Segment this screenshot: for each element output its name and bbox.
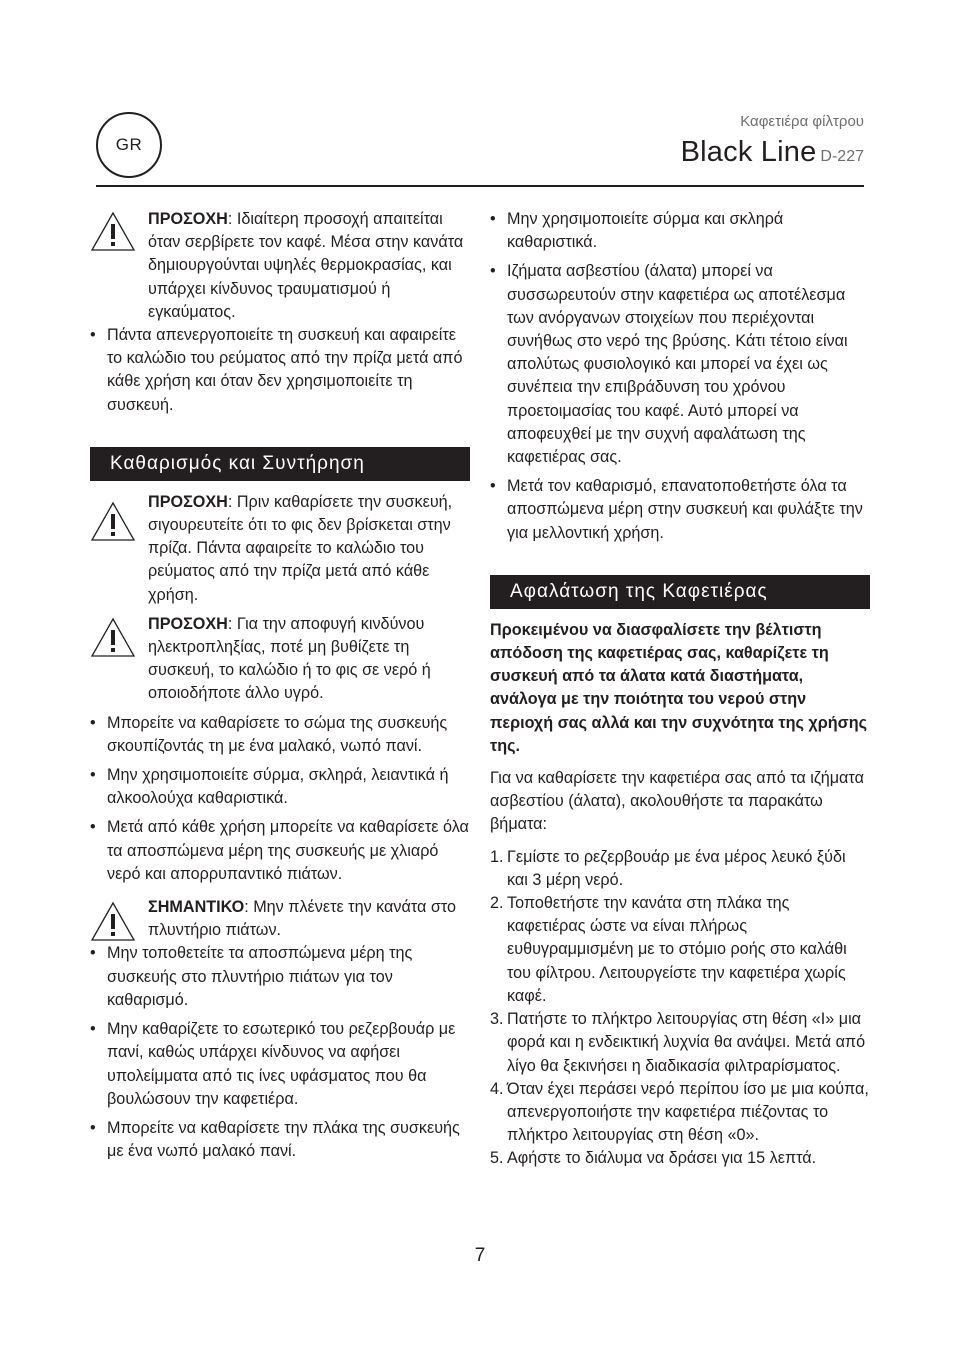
warning-electric-shock xyxy=(90,613,470,706)
step-item xyxy=(490,1008,870,1078)
language-badge xyxy=(96,112,162,178)
section-title-descaling: Αφαλάτωση της Καφετιέρας xyxy=(490,575,870,609)
step-item xyxy=(490,1147,870,1170)
warning-label: ΣΗΜΑΝΤΙΚΟ xyxy=(148,898,245,917)
list-item: • Μετά από κάθε χρήση μπορείτε να καθαρίσετε όλα τα αποσπώμενα μέρη της συσκευής με χλιαρό νερό και απορρυπαντικό πιάτων. xyxy=(90,816,470,886)
step-number: 3. xyxy=(490,1010,504,1029)
warning-triangle-icon xyxy=(90,501,136,542)
step-item xyxy=(490,846,870,892)
warning-text: : Ιδιαίτερη προσοχή απαιτείται όταν σερβίρετε τον καφέ. Μέσα στην κανάτα δημιουργούνται υψηλές θερμοκρασίας, και υπάρχει κίνδυνος τραυματισμού ή εγκαύματος. xyxy=(148,210,464,321)
list-item: • Μπορείτε να καθαρίσετε την πλάκα της συσκευής με ένα νωπό μαλακό πανί. xyxy=(90,1117,470,1163)
list-item: • Ιζήματα ασβεστίου (άλατα) μπορεί να συσσωρευτούν στην καφετιέρα ως αποτέλεσμα των ανόργανων στοιχείων που περιέχονται συνήθως στο νερό της βρύσης. Κάτι τέτοιο είναι απολύτως φυσιολογικό και μπορεί να έχει ως συνέπεια την επιβράδυνση του χρόνου προετοιμασίας του καφέ. Αυτό μπορεί να αποφευχθεί με την συχνή αφαλάτωση της καφετιέρας σας. xyxy=(490,260,870,469)
warning-label: ΠΡΟΣΟΧΗ xyxy=(148,210,228,228)
list-item: • Μην χρησιμοποιείτε σύρμα, σκληρά, λειαντικά ή αλκοολούχα καθαριστικά. xyxy=(90,764,470,810)
section-title-cleaning: Καθαρισμός και Συντήρηση xyxy=(90,447,470,481)
brand-row xyxy=(681,136,864,169)
model-number: D-227 xyxy=(820,148,864,165)
warning-text: : Πριν καθαρίσετε την συσκευή, σιγουρευτείτε ότι το φις δεν βρίσκεται στην πρίζα. Πάντα αφαιρείτε το καλώδιο του ρεύματος από την πρίζα μετά από κάθε χρήση. xyxy=(148,492,453,604)
left-column xyxy=(90,208,470,1163)
right-column xyxy=(490,208,870,1171)
document-subtitle: Καφετιέρα φίλτρου xyxy=(740,113,864,130)
list-item: • Μετά τον καθαρισμό, επανατοποθετήστε όλα τα αποσπώμενα μέρη στην συσκευή και φυλάξτε την για μελλοντική χρήση. xyxy=(490,475,870,545)
warning-triangle-icon xyxy=(90,211,136,252)
descaling-intro-bold: Προκειμένου να διασφαλίσετε την βέλτιστη απόδοση της καφετιέρας σας, καθαρίζετε τη συσκευή από τα άλατα κατά διαστήματα, ανάλογα με την ποιότητα του νερού στην περιοχή σας αλλά και την συχνότητα της χρήσης της. xyxy=(490,620,868,755)
step-number: 2. xyxy=(490,894,504,913)
step-text: Όταν έχει περάσει νερό περίπου ίσο με μια κούπα, απενεργοποιήστε την καφετιέρα πιέζοντας το πλήκτρο λειτουργίας στη θέση «0». xyxy=(507,1079,869,1145)
warning-triangle-icon xyxy=(90,901,136,942)
list-item: • Μην χρησιμοποιείτε σύρμα και σκληρά καθαριστικά. xyxy=(490,208,870,254)
step-number: 4. xyxy=(490,1079,504,1098)
warning-unplug xyxy=(90,491,470,607)
brand-logo: Black Line xyxy=(680,136,817,168)
list-item: • Μην καθαρίζετε το εσωτερικό του ρεζερβουάρ με πανί, καθώς υπάρχει κίνδυνος να αφήσει υπολείμματα από τις ίνες υφάσματος που θα βουλώσουν την καφετιέρα. xyxy=(90,1018,470,1111)
page-number: 7 xyxy=(474,1245,486,1266)
step-text: Γεμίστε το ρεζερβουάρ με ένα μέρος λευκό ξύδι και 3 μέρη νερό. xyxy=(507,847,846,889)
step-number: 1. xyxy=(490,847,504,866)
warning-serving xyxy=(90,208,470,324)
step-text: Πατήστε το πλήκτρο λειτουργίας στη θέση «I» μια φορά και η ενδεικτική λυχνία θα ανάψει. Μετά από λίγο θα ξεκινήσει η διαδικασία φιλτραρίσματος. xyxy=(507,1010,866,1075)
warning-triangle-icon xyxy=(90,617,136,658)
step-text: Αφήστε το διάλυμα να δράσει για 15 λεπτά. xyxy=(507,1149,817,1168)
document-header xyxy=(681,113,864,169)
step-item xyxy=(490,892,870,1008)
step-number: 5. xyxy=(490,1149,504,1168)
list-item: • Πάντα απενεργοποιείτε τη συσκευή και αφαιρείτε το καλώδιο του ρεύματος από την πρίζα μετά από κάθε χρήση και όταν δεν χρησιμοποιείτε τη συσκευή. xyxy=(90,324,470,417)
warning-label: ΠΡΟΣΟΧΗ xyxy=(148,614,228,633)
step-item xyxy=(490,1078,870,1148)
descaling-intro: Για να καθαρίσετε την καφετιέρα σας από τα ιζήματα ασβεστίου (άλατα), ακολουθήστε τα παρακάτω βήματα: xyxy=(490,769,864,834)
warning-text: : Μην πλένετε την κανάτα στο πλυντήριο πιάτων. xyxy=(148,898,457,940)
warning-label: ΠΡΟΣΟΧΗ xyxy=(148,492,228,511)
list-item: • Μπορείτε να καθαρίσετε το σώμα της συσκευής σκουπίζοντάς τη με ένα μαλακό, νωπό πανί. xyxy=(90,712,470,758)
warning-dishwasher xyxy=(90,896,470,942)
step-text: Τοποθετήστε την κανάτα στη πλάκα της καφετιέρας ώστε να είναι πλήρως ευθυγραμμισμένη με το στόμιο ροής στο καλάθι του φίλτρου. Λειτουργείστε την καφετιέρα χωρίς καφέ. xyxy=(507,894,847,1005)
warning-text: : Για την αποφυγή κινδύνου ηλεκτροπληξίας, ποτέ μη βυθίζετε τη συσκευή, το καλώδιο ή το φις σε νερό ή οποιοδήποτε άλλο υγρό. xyxy=(148,614,431,703)
language-badge-label: GR xyxy=(115,135,143,154)
list-item: • Μην τοποθετείτε τα αποσπώμενα μέρη της συσκευής στο πλυντήριο πιάτων για τον καθαρισμό. xyxy=(90,942,470,1012)
header-rule xyxy=(96,185,864,187)
